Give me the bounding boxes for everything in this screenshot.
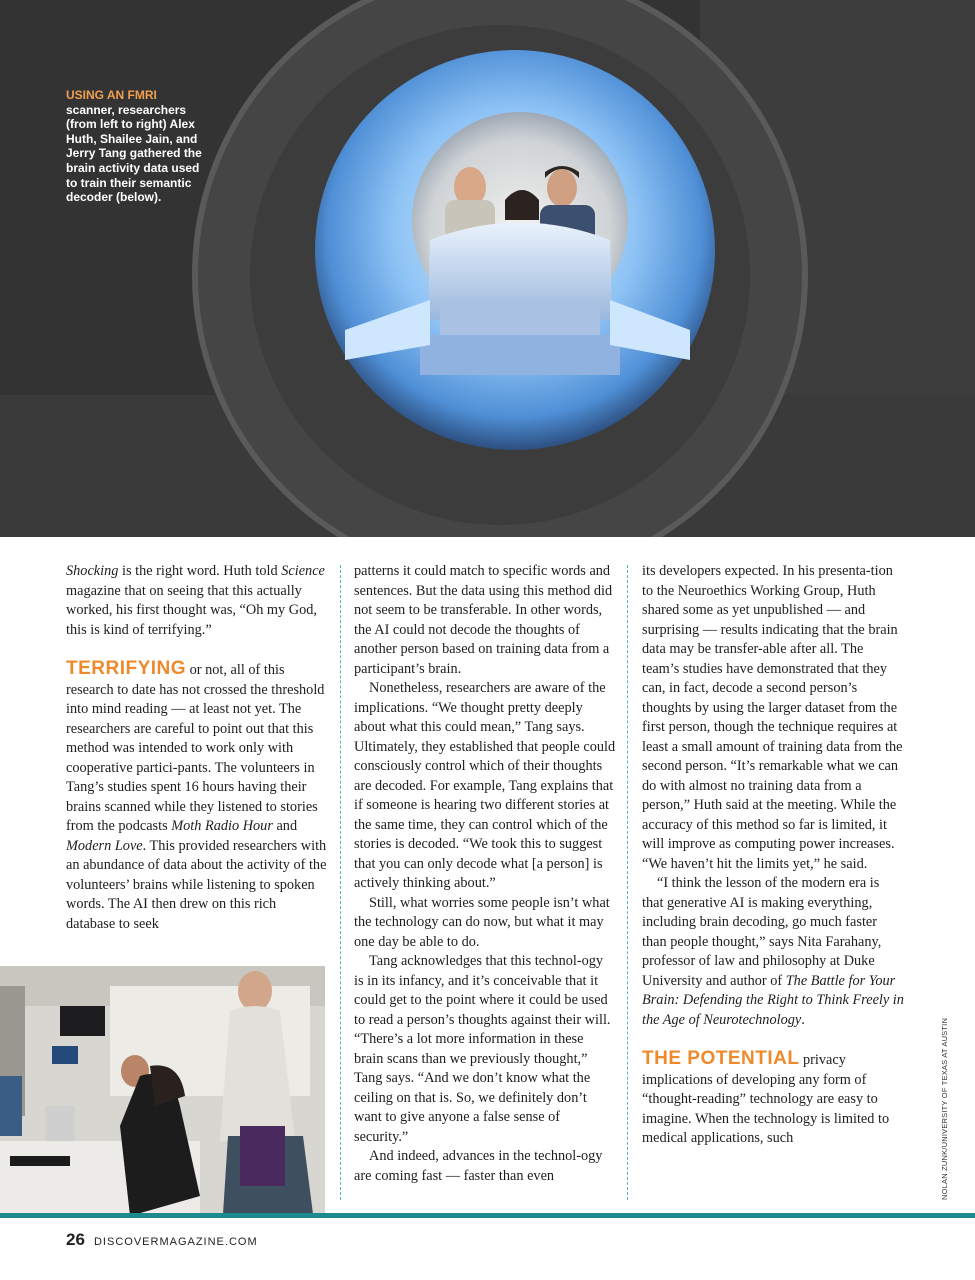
- text-run: magazine that on seeing that this actually worked, his first thought was, “Oh my God, this is kind of terrifying.”: [66, 582, 317, 638]
- article-column-1: [66, 562, 328, 934]
- paragraph: patterns it could match to specific words and sentences. But the data using this method did not seem to be transferable. In other words, the AI could not decode the thoughts of another person based on training data from a participant’s brain.: [354, 563, 613, 677]
- paragraph: [642, 1049, 904, 1149]
- hero-photo-fmri-scanner: [0, 0, 975, 537]
- caption-body: scanner, researchers (from left to right) Alex Huth, Shailee Jain, and Jerry Tang gathered the brain activity data used to train their semantic decoder (below).: [66, 102, 202, 205]
- text-run: .: [801, 1011, 805, 1028]
- paragraph: And indeed, advances in the technol-ogy are coming fast — faster than even: [354, 1148, 603, 1184]
- page-footer: [66, 1230, 258, 1250]
- section-kicker-terrifying: TERRIFYING: [66, 658, 187, 679]
- text-run: is the right word. Huth told: [118, 563, 282, 579]
- paragraph: Nonetheless, researchers are aware of the implications. “We thought pretty deeply about what this could mean,” Tang says. Ultimately, they established that people could consciously control which of their thoughts are decoded. For example, Tang explains that if someone is hearing two different stories at the same time, they can control which of the stories is decoded. “We took this to suggest that you can only decode what [a person] is actively thinking about.”: [354, 680, 616, 891]
- hero-photo-caption: [66, 88, 206, 205]
- text-run: “I think the lesson of the modern era is that generative AI is making everything, including brain decoding, go much faster than people thought,” says Nita Farahany, professor of law and philosophy at Duke University and author of: [642, 875, 882, 989]
- text-run: or not, all of this research to date has not crossed the threshold into mind reading — at least not yet. The researchers are careful to point out that this method was intended to work only with cooperative partici-pants. The volunteers in Tang’s studies spent 16 hours having their brains scanned while they listened to stories from the podcasts: [66, 662, 325, 834]
- column-separator: [340, 565, 341, 1200]
- column-separator: [627, 565, 628, 1200]
- text-run: . This provided researchers with an abundance of data about the activity of the volunteers’ brains while listening to spoken words. The AI then drew on this rich database to seek: [66, 837, 327, 932]
- footer-rule: [0, 1213, 975, 1218]
- italic-term: Shocking: [66, 563, 119, 579]
- text-run: privacy implications of developing any form of “thought-reading” technology are easy to imagine. When the technology is limited to medical applications, such: [642, 1052, 890, 1146]
- photo-credit: NOLAN ZUNK/UNIVERSITY OF TEXAS AT AUSTIN: [940, 1017, 949, 1200]
- paragraph: its developers expected. In his presenta-tion to the Neuroethics Working Group, Huth shared some as yet unpublished — and surprising — results indicating that the brain data may be transfer-able after all. The team’s studies have demonstrated that they can, in fact, decode a second person’s thoughts by using the larger dataset from the first person, though the technique requires at least a small amount of training data from the second person. “It’s remarkable what we can do with almost no training data from a person,” Huth said at the meeting. While the accuracy of this method so far is limited, it will improve as computing power increases. “We haven’t hit the limits yet,” he said.: [642, 563, 903, 872]
- lab-photo-researchers: [0, 966, 325, 1214]
- paragraph: [642, 874, 904, 1030]
- italic-podcast: Modern Love: [66, 837, 143, 854]
- text-run: and: [272, 818, 298, 834]
- article-column-2: [354, 562, 616, 1186]
- section-kicker-the-potential: THE POTENTIAL: [642, 1048, 800, 1069]
- italic-podcast: Moth Radio Hour: [171, 818, 273, 834]
- scanner-illustration: [0, 0, 975, 537]
- footer-site-link[interactable]: DISCOVERMAGAZINE.COM: [93, 1236, 258, 1248]
- lab-illustration: [0, 966, 325, 1214]
- paragraph: [66, 562, 328, 640]
- italic-publication: Science: [281, 563, 325, 579]
- caption-lead: USING AN FMRI: [66, 88, 157, 102]
- paragraph: Still, what worries some people isn’t what the technology can do now, but what it may one day be able to do.: [354, 894, 610, 950]
- paragraph: [66, 659, 328, 934]
- page-number: 26: [66, 1230, 85, 1249]
- article-column-3: [642, 562, 904, 1149]
- italic-book-title: The Battle for Your Brain: Defending the Right to Think Freely in the Age of Neurotechnology: [642, 972, 904, 1028]
- paragraph: Tang acknowledges that this technol-ogy is in its infancy, and it’s conceivable that it could get to the point where it could be used to read a person’s thoughts against their will. “There’s a lot more information in these brain scans than we previously thought,” Tang says. “And we don’t know what the ceiling on that is. So, we definitely don’t want to give anyone a false sense of security.”: [354, 953, 611, 1145]
